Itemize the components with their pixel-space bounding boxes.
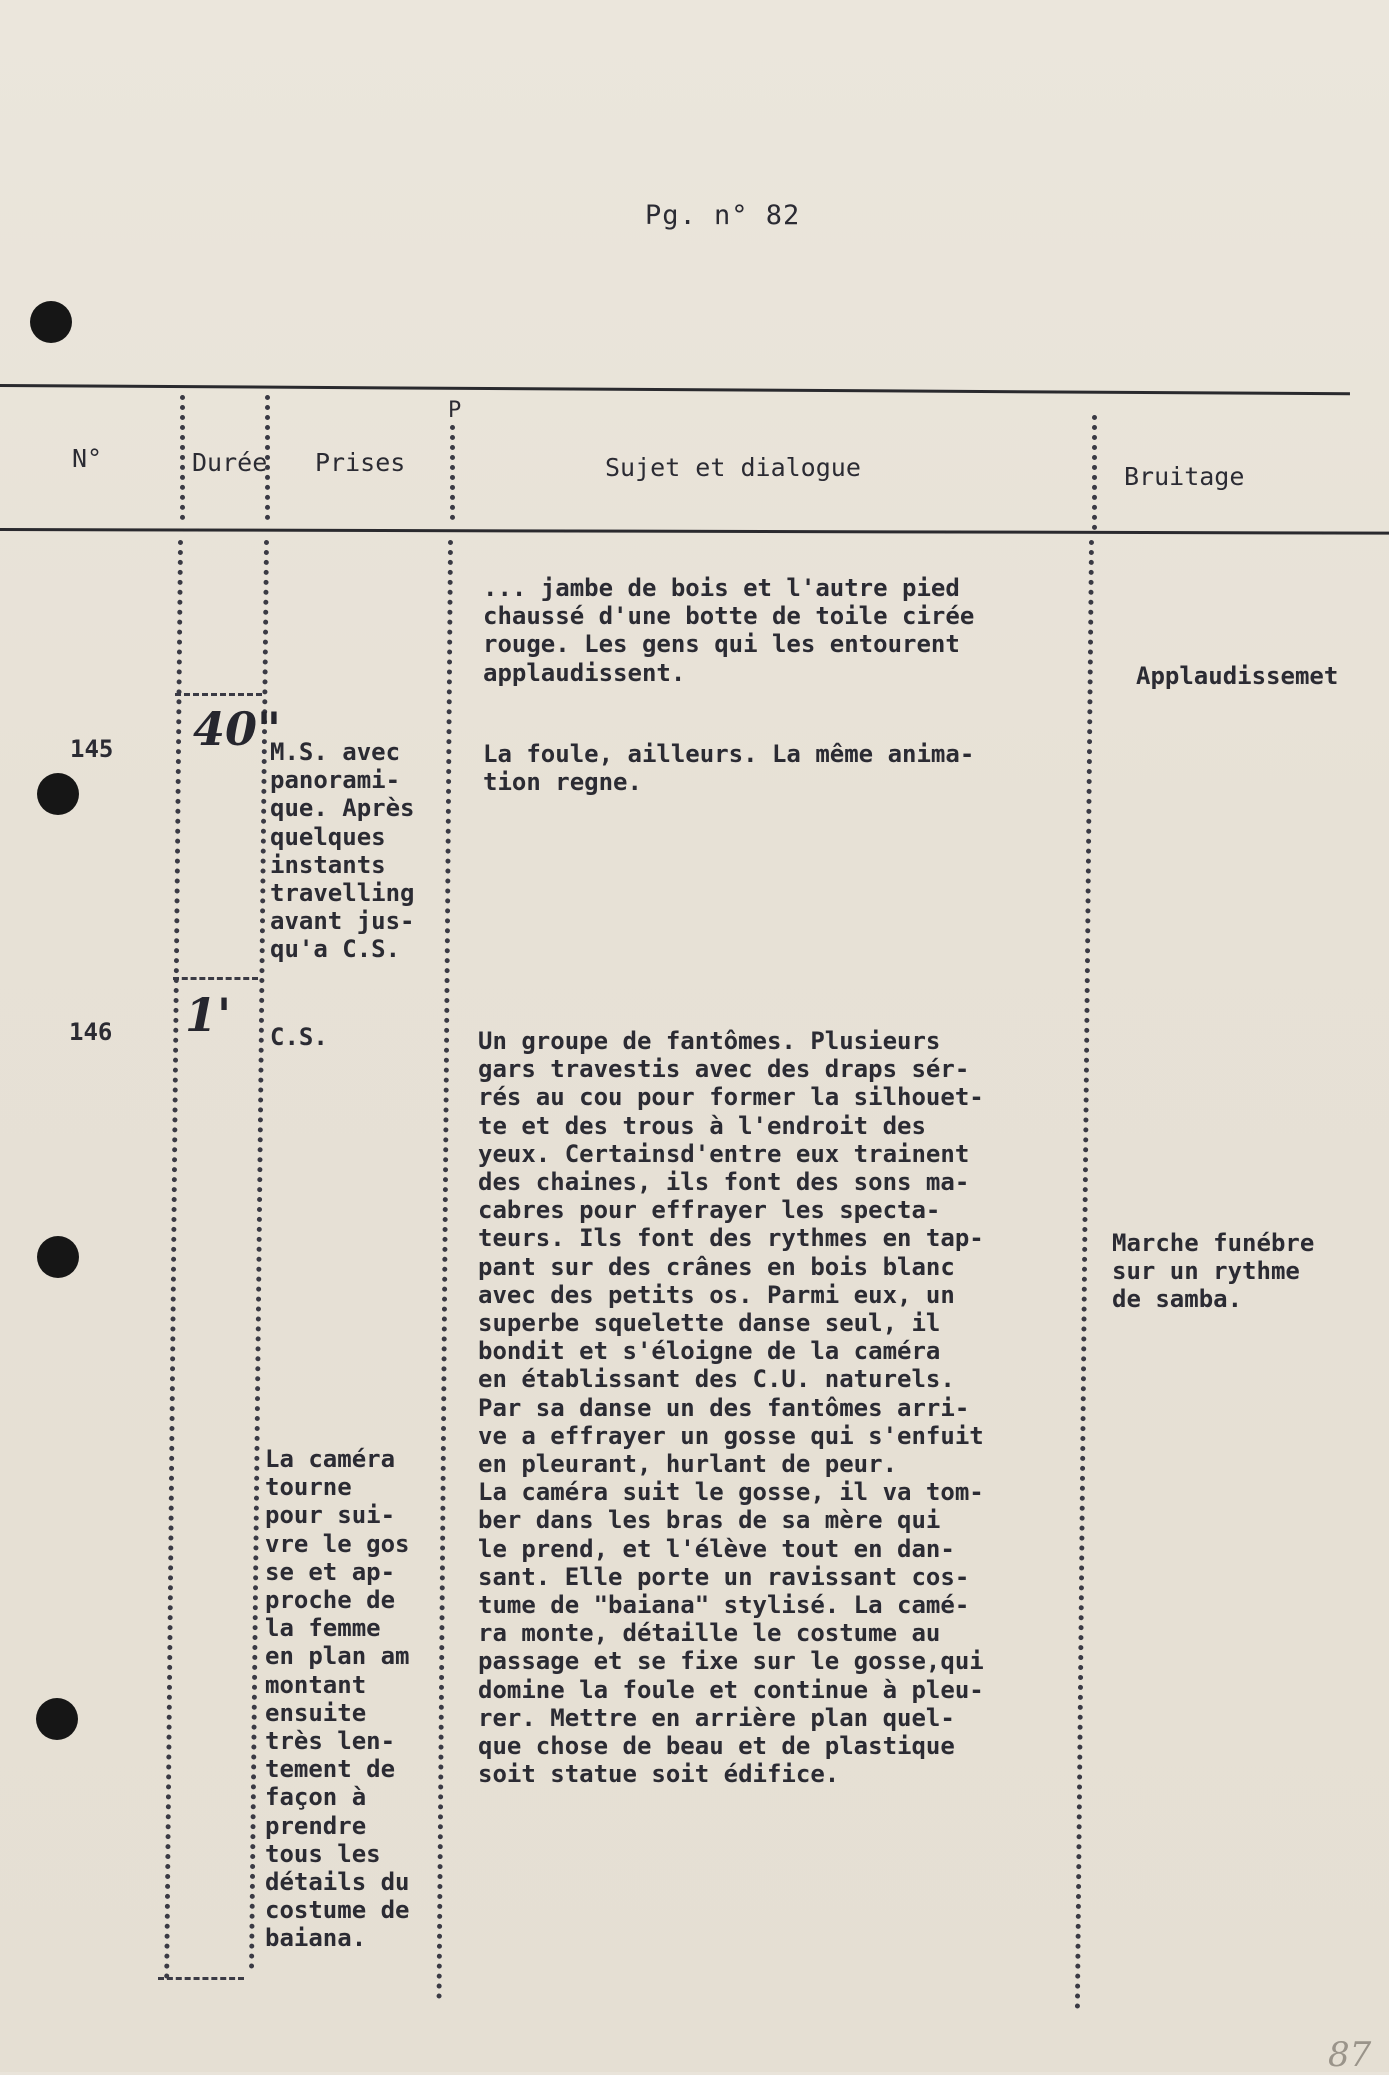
shot-prises: C.S. (270, 1023, 328, 1051)
header-bottom-rule (0, 528, 1389, 535)
header-sujet: Sujet et dialogue (605, 453, 861, 482)
continuation-bruitage: Applaudissemet (1136, 662, 1339, 690)
header-bruitage: Bruitage (1124, 462, 1245, 491)
punch-hole-icon (37, 1236, 79, 1278)
shot-duration-handwritten: 40" (193, 702, 281, 756)
header-duree: Durée (192, 448, 268, 477)
shot-sujet: La foule, ailleurs. La même anima- tion regne. (483, 740, 975, 797)
shot-prises-continued: La caméra tourne pour sui- vre le gos se et ap- proche de la femme en plan am montant ensuite très len- tement de façon à prendre tous les détails du costume de baiana. (265, 1445, 410, 1953)
column-separator (1092, 415, 1097, 530)
header-top-rule (0, 384, 1350, 395)
column-separator (437, 540, 453, 2000)
page-number: Pg. n° 82 (645, 200, 801, 231)
header-p-mark: P (448, 398, 462, 423)
shot-sujet: Un groupe de fantômes. Plusieurs gars travestis avec des draps sér- rés au cou pour former la silhouet- te et des trous à l'endroit des yeux. Certainsd'entre eux trainent des chaines, ils font des sons ma- cabres pour effrayer les specta- teurs. Ils font des rythmes en tap- pant sur des crânes en bois blanc avec des petits os. Parmi eux, un superbe squelette danse seul, il bondit et s'éloigne de la caméra en établissant des C.U. naturels. Par sa danse un des fantômes arri- ve a effrayer un gosse qui s'enfuit en pleurant, hurlant de peur. La caméra suit le gosse, il va tom- ber dans les bras de sa mère qui le prend, et l'élève tout en dan- sant. Elle porte un ravissant cos- tume de "baiana" stylisé. La camé- ra monte, détaille le costume au passage et se fixe sur le gosse,qui domine la foule et continue à pleu- rer. Mettre en arrière plan quel- que chose de beau et de plastique soit statue soit édifice. (478, 1027, 984, 1789)
shot-duration-handwritten: 1' (185, 988, 232, 1042)
punch-hole-icon (30, 301, 72, 343)
shot-number: 146 (69, 1018, 113, 1046)
corner-page-mark: 87 (1328, 2035, 1372, 2075)
header-no: N° (72, 444, 103, 473)
duration-divider (175, 693, 262, 696)
shot-bruitage: Marche funébre sur un rythme de samba. (1112, 1229, 1315, 1314)
duration-divider (158, 1977, 244, 1980)
column-separator (450, 425, 455, 520)
punch-hole-icon (36, 1698, 78, 1740)
column-separator (180, 395, 185, 520)
header-prises: Prises (315, 448, 406, 477)
shot-number: 145 (70, 735, 114, 763)
duration-divider (173, 977, 258, 980)
column-separator (1075, 540, 1094, 2010)
shot-prises: M.S. avec panorami- que. Après quelques instants travelling avant jus- qu'a C.S. (270, 738, 415, 964)
continuation-sujet: ... jambe de bois et l'autre pied chaussé d'une botte de toile cirée rouge. Les gens qui les entourent applaudissent. (483, 574, 975, 687)
column-separator (164, 540, 183, 1980)
punch-hole-icon (37, 773, 79, 815)
